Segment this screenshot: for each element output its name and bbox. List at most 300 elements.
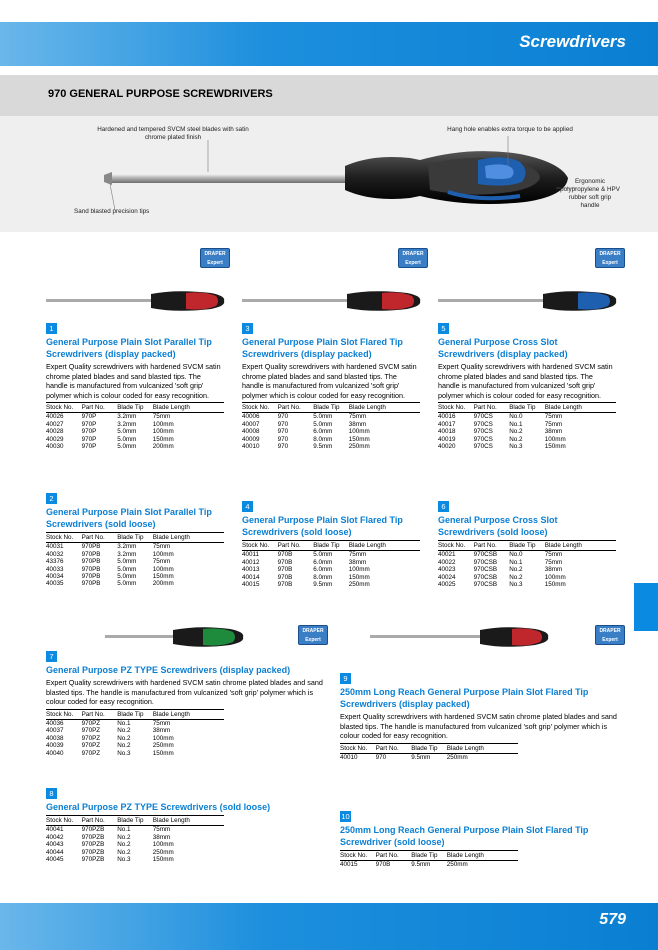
table-cell: 100mm: [152, 550, 174, 558]
table-cell: 970: [277, 413, 289, 421]
table-header-cell: Blade Tip: [117, 533, 153, 543]
table-cell: 970P: [81, 443, 97, 451]
table-header-cell: Stock No.: [46, 533, 82, 543]
section-number: 7: [46, 651, 57, 662]
table-cell: 970CSB: [473, 573, 498, 581]
table-cell: 970CS: [473, 435, 493, 443]
table-row: [46, 742, 224, 749]
table-cell: 970PZ: [81, 719, 101, 727]
table-cell: 100mm: [152, 841, 174, 849]
table-header-cell: Stock No.: [242, 541, 278, 551]
table-header-cell: Blade Tip: [411, 743, 447, 753]
table-cell: 40014: [242, 573, 260, 581]
table-row: [242, 421, 420, 428]
table-cell: 970P: [81, 413, 97, 421]
table-row: [46, 428, 224, 435]
table-cell: 5.0mm: [313, 413, 333, 421]
table-header-cell: Blade Length: [349, 403, 420, 413]
table-cell: 40018: [438, 428, 456, 436]
table-cell: No.1: [117, 719, 131, 727]
section-title: General Purpose Plain Slot Flared Tip Screwdrivers (display packed): [242, 337, 403, 359]
table-header-cell: Blade Length: [153, 533, 224, 543]
draper-expert-logo: [595, 248, 625, 268]
table-cell: 75mm: [544, 413, 563, 421]
table-cell: 40033: [46, 565, 64, 573]
logo-text-1: DRAPER: [302, 628, 324, 634]
table-row: [242, 566, 420, 573]
product-section-7: [46, 646, 332, 757]
table-cell: 5.0mm: [117, 565, 137, 573]
table-cell: 40035: [46, 580, 64, 588]
table-cell: 200mm: [152, 580, 174, 588]
table-row: [46, 436, 224, 443]
table-cell: 75mm: [152, 719, 171, 727]
table-cell: 40010: [242, 443, 260, 451]
section-title: General Purpose PZ TYPE Screwdrivers (sold loose): [46, 802, 271, 812]
table-row: [46, 413, 224, 421]
table-cell: 970CSB: [473, 551, 498, 559]
table-cell: No.2: [117, 841, 131, 849]
table-row: [242, 413, 420, 421]
table-cell: 75mm: [152, 826, 171, 834]
product-section-4: [242, 496, 420, 588]
product-section-1: [46, 318, 224, 450]
product-table: [438, 402, 616, 450]
table-row: [242, 436, 420, 443]
table-row: [46, 826, 224, 834]
section-number: 4: [242, 501, 253, 512]
table-cell: 970PZB: [81, 856, 105, 864]
annotation-hang-hole: Hang hole enables extra torque to be applied: [447, 126, 573, 133]
table-cell: 40031: [46, 543, 64, 551]
table-header-cell: Blade Tip: [117, 816, 153, 826]
draper-expert-logo: [595, 625, 625, 645]
table-cell: 38mm: [152, 727, 171, 735]
table-cell: 40044: [46, 848, 64, 856]
table-cell: 970CS: [473, 420, 493, 428]
logo-text-2: Expert: [207, 260, 223, 266]
table-cell: 5.0mm: [313, 420, 333, 428]
logo-text-2: Expert: [602, 260, 618, 266]
table-cell: 970CSB: [473, 558, 498, 566]
table-cell: 40030: [46, 443, 64, 451]
table-cell: 970CS: [473, 428, 493, 436]
table-header-cell: Stock No.: [438, 403, 474, 413]
table-cell: 150mm: [152, 856, 174, 864]
table-cell: 970PZB: [81, 848, 105, 856]
table-cell: 970PZB: [81, 841, 105, 849]
table-cell: 970CSB: [473, 581, 498, 589]
table-cell: 38mm: [348, 420, 367, 428]
table-cell: 970P: [81, 428, 97, 436]
table-cell: 970PB: [81, 565, 101, 573]
table-cell: 5.0mm: [117, 580, 137, 588]
table-header-cell: Blade Tip: [313, 403, 349, 413]
section-title: General Purpose Cross Slot Screwdrivers (sold loose): [438, 515, 558, 537]
table-cell: 40015: [242, 581, 260, 589]
table-cell: 970P: [81, 435, 97, 443]
table-header-cell: Blade Tip: [411, 851, 447, 861]
table-cell: 250mm: [348, 443, 370, 451]
annotation-blade: Hardened and tempered SVCM steel blades with satin chrome plated finish: [97, 126, 249, 141]
table-cell: 40043: [46, 841, 64, 849]
table-cell: 970: [277, 435, 289, 443]
draper-expert-logo: [398, 248, 428, 268]
table-header-cell: Part No.: [82, 816, 118, 826]
product-section-8: [46, 783, 332, 863]
table-row: [438, 581, 616, 588]
table-cell: No.3: [117, 856, 131, 864]
table-cell: No.3: [509, 581, 523, 589]
table-cell: 970B: [277, 551, 293, 559]
table-cell: 40040: [46, 749, 64, 757]
section-number: 9: [340, 673, 351, 684]
section-description: Expert Quality screwdrivers with hardened SVCM satin chrome plated blades and sand blasted tips. The handle is manufactured from vulcanized 'soft grip' polymer which is colour coded for easy recognition.: [340, 712, 617, 740]
table-cell: 5.0mm: [117, 435, 137, 443]
table-cell: 150mm: [348, 573, 370, 581]
table-header-cell: Part No.: [376, 743, 412, 753]
table-row: [46, 443, 224, 450]
table-row: [46, 551, 224, 558]
table-cell: 150mm: [544, 443, 566, 451]
table-cell: 40015: [340, 861, 358, 869]
table-cell: 5.0mm: [117, 428, 137, 436]
table-header-cell: Blade Length: [447, 743, 518, 753]
table-cell: 40016: [438, 413, 456, 421]
table-cell: 38mm: [348, 558, 367, 566]
table-header-cell: Blade Tip: [313, 541, 349, 551]
table-cell: 100mm: [152, 734, 174, 742]
table-cell: No.3: [509, 443, 523, 451]
table-row: [46, 750, 224, 757]
screwdriver-image-blue: [438, 290, 618, 312]
table-header-cell: Part No.: [376, 851, 412, 861]
table-header-cell: Stock No.: [340, 743, 376, 753]
table-cell: 970B: [277, 573, 293, 581]
table-cell: 40038: [46, 734, 64, 742]
table-header-cell: Stock No.: [46, 403, 82, 413]
product-table: [46, 709, 224, 757]
table-cell: 150mm: [544, 581, 566, 589]
table-cell: 40021: [438, 551, 456, 559]
table-row: [438, 559, 616, 566]
table-header-cell: Blade Tip: [509, 541, 545, 551]
table-cell: 40011: [242, 551, 260, 559]
table-cell: No.2: [509, 573, 523, 581]
product-section-6: [438, 496, 616, 588]
section-number: 2: [46, 493, 57, 504]
table-row: [46, 849, 224, 856]
table-cell: 8.0mm: [313, 435, 333, 443]
footer-bar: [0, 903, 658, 950]
table-cell: 5.0mm: [313, 551, 333, 559]
table-header-cell: Part No.: [278, 403, 314, 413]
logo-text-1: DRAPER: [402, 251, 424, 257]
table-row: [438, 421, 616, 428]
table-header-cell: Stock No.: [340, 851, 376, 861]
table-cell: No.2: [117, 734, 131, 742]
table-cell: No.1: [509, 558, 523, 566]
table-cell: 40037: [46, 727, 64, 735]
table-cell: 40020: [438, 443, 456, 451]
table-cell: 6.0mm: [313, 558, 333, 566]
table-cell: 6.0mm: [313, 566, 333, 574]
section-description: Expert Quality screwdrivers with hardened SVCM satin chrome plated blades and sand blasted tips. The handle is manufactured from vulcanized 'soft grip' polymer which is colour coded for easy recognition.: [242, 362, 417, 400]
table-header-cell: Part No.: [82, 403, 118, 413]
table-cell: 40019: [438, 435, 456, 443]
table-cell: 970: [375, 753, 387, 761]
logo-text-2: Expert: [602, 637, 618, 643]
table-cell: 100mm: [544, 573, 566, 581]
table-row: [242, 574, 420, 581]
table-cell: 6.0mm: [313, 428, 333, 436]
table-cell: 75mm: [152, 558, 171, 566]
table-cell: 970: [277, 443, 289, 451]
table-cell: 970CS: [473, 443, 493, 451]
section-number: 8: [46, 788, 57, 799]
table-row: [46, 735, 224, 742]
product-table: [46, 815, 224, 863]
table-header-cell: Blade Length: [153, 816, 224, 826]
table-row: [340, 753, 518, 761]
logo-text-1: DRAPER: [599, 251, 621, 257]
table-row: [242, 581, 420, 588]
table-header-cell: Blade Tip: [117, 403, 153, 413]
table-cell: 100mm: [348, 428, 370, 436]
table-row: [46, 566, 224, 573]
table-cell: No.2: [509, 566, 523, 574]
table-header-cell: Stock No.: [438, 541, 474, 551]
table-cell: 9.5mm: [313, 581, 333, 589]
screwdriver-image-red: [370, 626, 550, 648]
table-cell: 40023: [438, 566, 456, 574]
table-cell: 75mm: [544, 420, 563, 428]
section-title: General Purpose Cross Slot Screwdrivers (display packed): [438, 337, 568, 359]
table-header-cell: Part No.: [474, 541, 510, 551]
table-row: [438, 551, 616, 559]
table-header-cell: Stock No.: [46, 709, 82, 719]
table-cell: 9.5mm: [411, 861, 431, 869]
table-cell: No.3: [117, 749, 131, 757]
section-banner: [0, 75, 658, 116]
table-header-cell: Stock No.: [46, 816, 82, 826]
side-tab-marker: [634, 583, 658, 631]
table-cell: 150mm: [348, 435, 370, 443]
section-title: General Purpose Plain Slot Parallel Tip Screwdrivers (display packed): [46, 337, 212, 359]
table-row: [46, 727, 224, 734]
table-cell: 970PB: [81, 573, 101, 581]
table-cell: 40027: [46, 420, 64, 428]
draper-expert-logo: [298, 625, 328, 645]
table-cell: 3.2mm: [117, 420, 137, 428]
table-cell: 970PZ: [81, 734, 101, 742]
table-cell: 40024: [438, 573, 456, 581]
table-cell: 250mm: [446, 861, 468, 869]
table-cell: 8.0mm: [313, 573, 333, 581]
table-cell: 38mm: [544, 428, 563, 436]
table-cell: 40006: [242, 413, 260, 421]
table-cell: 40008: [242, 428, 260, 436]
table-cell: 150mm: [152, 573, 174, 581]
table-row: [242, 443, 420, 450]
table-cell: 40029: [46, 435, 64, 443]
table-cell: 5.0mm: [117, 573, 137, 581]
table-cell: 970PB: [81, 580, 101, 588]
product-table: [242, 402, 420, 450]
section-number: 5: [438, 323, 449, 334]
table-header-cell: Blade Tip: [117, 709, 153, 719]
table-header-cell: Stock No.: [242, 403, 278, 413]
table-cell: 43376: [46, 558, 64, 566]
table-cell: 970PZ: [81, 742, 101, 750]
table-cell: No.2: [509, 428, 523, 436]
table-row: [46, 580, 224, 587]
table-cell: 40010: [340, 753, 358, 761]
table-header-cell: Blade Length: [153, 403, 224, 413]
table-cell: 75mm: [348, 551, 367, 559]
logo-text-1: DRAPER: [599, 628, 621, 634]
table-cell: 75mm: [348, 413, 367, 421]
product-section-10: [340, 806, 626, 869]
table-cell: 40009: [242, 435, 260, 443]
section-title: General Purpose Plain Slot Parallel Tip Screwdrivers (sold loose): [46, 507, 212, 529]
table-cell: 970PB: [81, 543, 101, 551]
table-cell: 40022: [438, 558, 456, 566]
table-cell: 75mm: [152, 543, 171, 551]
section-description: Expert Quality screwdrivers with hardened SVCM satin chrome plated blades and sand blasted tips. The handle is manufactured from vulcanized 'soft grip' polymer which is colour coded for easy recognition.: [438, 362, 613, 400]
table-cell: 75mm: [544, 551, 563, 559]
table-row: [438, 428, 616, 435]
table-row: [46, 856, 224, 863]
table-row: [438, 413, 616, 421]
table-cell: 40028: [46, 428, 64, 436]
section-title: General Purpose Plain Slot Flared Tip Screwdrivers (sold loose): [242, 515, 403, 537]
table-header-cell: Part No.: [82, 533, 118, 543]
table-row: [46, 841, 224, 848]
product-section-9: [340, 668, 626, 761]
annotation-tip: Sand blasted precision tips: [74, 208, 150, 215]
screwdriver-image-red: [242, 290, 422, 312]
table-header-cell: Blade Length: [447, 851, 518, 861]
table-cell: 970CSB: [473, 566, 498, 574]
table-header-cell: Blade Tip: [509, 403, 545, 413]
table-cell: 970B: [375, 861, 391, 869]
table-cell: 9.5mm: [411, 753, 431, 761]
table-cell: 40013: [242, 566, 260, 574]
table-header-cell: Part No.: [278, 541, 314, 551]
table-cell: 40036: [46, 719, 64, 727]
page-number: 579: [599, 911, 626, 928]
table-cell: 3.2mm: [117, 413, 137, 421]
table-cell: 40012: [242, 558, 260, 566]
table-row: [242, 559, 420, 566]
product-section-2: [46, 488, 224, 588]
table-row: [46, 573, 224, 580]
section-title: 250mm Long Reach General Purpose Plain Slot Flared Tip Screwdrivers (display packed): [340, 687, 589, 709]
table-row: [242, 428, 420, 435]
table-cell: 100mm: [544, 435, 566, 443]
table-cell: 970B: [277, 581, 293, 589]
section-title: General Purpose PZ TYPE Screwdrivers (display packed): [46, 665, 291, 675]
table-row: [438, 566, 616, 573]
product-table: [340, 743, 518, 762]
product-section-5: [438, 318, 616, 450]
product-table: [242, 540, 420, 588]
table-cell: 100mm: [152, 420, 174, 428]
table-cell: No.2: [117, 742, 131, 750]
table-cell: No.2: [117, 848, 131, 856]
table-cell: 40007: [242, 420, 260, 428]
table-cell: 40041: [46, 826, 64, 834]
table-row: [46, 834, 224, 841]
table-cell: 100mm: [152, 565, 174, 573]
table-cell: 970: [277, 428, 289, 436]
table-cell: 5.0mm: [117, 558, 137, 566]
table-cell: 100mm: [152, 428, 174, 436]
product-table: [340, 850, 518, 869]
logo-text-1: DRAPER: [204, 251, 226, 257]
table-cell: 3.2mm: [117, 543, 137, 551]
table-cell: 970PZ: [81, 749, 101, 757]
table-row: [438, 436, 616, 443]
hero-image: [0, 116, 658, 232]
table-cell: 970PB: [81, 550, 101, 558]
table-cell: 970PB: [81, 558, 101, 566]
section-description: Expert Quality screwdrivers with hardened SVCM satin chrome plated blades and sand blasted tips. The handle is manufactured from vulcanized 'soft grip' polymer which is colour coded for easy recognition.: [46, 678, 323, 706]
table-cell: 75mm: [544, 558, 563, 566]
table-cell: 970PZ: [81, 727, 101, 735]
table-row: [340, 861, 518, 869]
table-cell: No.2: [117, 727, 131, 735]
table-cell: 970B: [277, 566, 293, 574]
table-cell: 970: [277, 420, 289, 428]
table-cell: 5.0mm: [117, 443, 137, 451]
table-cell: 100mm: [348, 566, 370, 574]
screwdriver-image-red: [46, 290, 226, 312]
table-cell: 40025: [438, 581, 456, 589]
table-cell: 40034: [46, 573, 64, 581]
table-header-cell: Blade Length: [545, 403, 616, 413]
table-cell: 970PZB: [81, 833, 105, 841]
section-number: 6: [438, 501, 449, 512]
logo-text-2: Expert: [305, 637, 321, 643]
table-cell: No.1: [117, 826, 131, 834]
table-row: [438, 443, 616, 450]
product-table: [46, 532, 224, 588]
table-cell: 150mm: [152, 435, 174, 443]
table-cell: 40045: [46, 856, 64, 864]
table-row: [438, 574, 616, 581]
table-cell: No.2: [509, 435, 523, 443]
table-cell: 250mm: [152, 848, 174, 856]
table-cell: 75mm: [152, 413, 171, 421]
table-cell: 40042: [46, 833, 64, 841]
banner-title: 970 GENERAL PURPOSE SCREWDRIVERS: [48, 88, 273, 100]
table-header-cell: Part No.: [82, 709, 118, 719]
table-cell: No.1: [509, 420, 523, 428]
table-row: [46, 719, 224, 727]
table-cell: 38mm: [544, 566, 563, 574]
product-table: [46, 402, 224, 450]
section-number: 1: [46, 323, 57, 334]
table-cell: 970PZB: [81, 826, 105, 834]
table-row: [242, 551, 420, 559]
draper-expert-logo: [200, 248, 230, 268]
table-header-cell: Blade Length: [153, 709, 224, 719]
header-bar: [0, 22, 658, 66]
table-cell: No.2: [117, 833, 131, 841]
table-cell: 250mm: [446, 753, 468, 761]
